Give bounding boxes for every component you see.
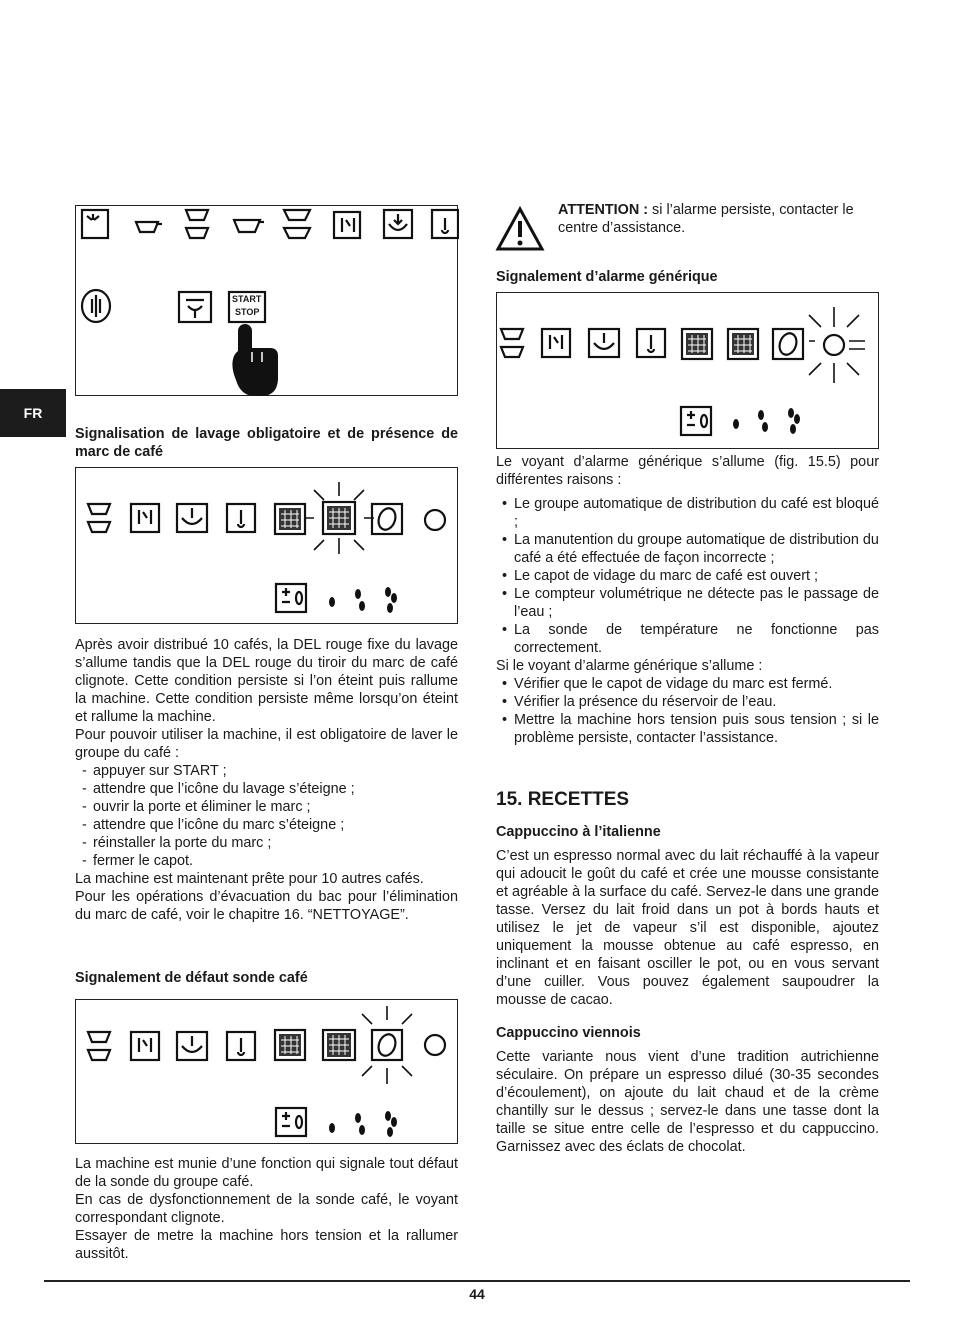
list-item: • Le groupe automatique de distribution du café est bloqué ; — [496, 495, 879, 531]
double-cup-icon — [501, 329, 523, 357]
attention-note — [558, 201, 878, 237]
subheading-cappuccino-viennese: Cappuccino viennois — [496, 1025, 641, 1041]
generic-alarm-figure — [496, 292, 879, 449]
para-to-use: Pour pouvoir utiliser la machine, il est obligatoire de laver le groupe du café : — [75, 727, 458, 761]
list-item: • Le capot de vidage du marc de café est ouvert ; — [496, 567, 879, 585]
heading-probe-fault: Signalement de défaut sonde café — [75, 970, 308, 986]
temperature-icon — [227, 1032, 255, 1060]
list-item: • Mettre la machine hors tension puis sous tension ; si le problème persiste, contacter l’assistance. — [496, 711, 879, 747]
wash-icon — [589, 329, 619, 357]
probe-body-text — [75, 1155, 458, 1263]
list-item: - attendre que l’icône du marc s’éteigne ; — [75, 816, 458, 834]
para-cappuccino-italian: C’est un espresso normal avec du lait réchauffé à la vapeur qui adoucit le goût du café et crée une mousse consistante et agréable à la surface du café. Servez-le dans une grande tasse. Versez du lait froid dans un pot à bords hauts et utilisez le jet de vapeur s’il est disponible, ajoutez uniquement la mousse obtenue au café espresso, en inclinant et en faisant osciller le pot, ou en vous servant d’une cuiller. Vous pouvez également saupoudrer la mousse de cacao. — [496, 848, 879, 1008]
para-cleaning-ref: Pour les opérations d’évacuation du bac pour l’élimination du marc de café, voir le chapitre 16. “NETTOYAGE”. — [75, 889, 458, 923]
alarm-led-icon — [425, 510, 445, 530]
generic-alarm-drawing — [497, 293, 880, 450]
double-large-cup-icon — [284, 210, 310, 238]
attention-label: ATTENTION : — [558, 202, 649, 218]
language-tab — [0, 389, 66, 437]
strength-control-icon — [681, 407, 711, 435]
heading-wash-required: Signalisation de lavage obligatoire et de présence de marc de café — [75, 426, 458, 460]
wash-alarm-drawing — [76, 468, 459, 625]
double-cup-icon — [88, 504, 110, 532]
blink-rays-icon — [362, 1006, 412, 1084]
left-body-text — [75, 636, 458, 924]
right-body-text — [496, 453, 879, 747]
list-item: • La manutention du groupe automatique de distribution du café a été effectuée de façon incorrecte ; — [496, 531, 879, 567]
grounds-icon — [131, 504, 159, 532]
section-title-recipes: 15. RECETTES — [496, 789, 630, 810]
strength-control-icon — [276, 584, 306, 612]
list-item: - réinstaller la porte du marc ; — [75, 834, 458, 852]
footer-rule — [44, 1280, 910, 1282]
strength-control-icon — [276, 1108, 306, 1136]
alarm-checks-list — [496, 675, 879, 747]
power-button-icon — [82, 290, 110, 322]
blink-rays-icon — [809, 307, 865, 383]
list-item: - ouvrir la porte et éliminer le marc ; — [75, 798, 458, 816]
list-item: - fermer le capot. — [75, 852, 458, 870]
grounds-icon — [131, 1032, 159, 1060]
double-cup-icon — [186, 210, 208, 238]
rinse-button-icon — [179, 292, 211, 322]
start-label: START — [232, 294, 262, 304]
bean-icon — [773, 329, 803, 359]
para-alarm: Le voyant d’alarme générique s’allume (fig. 15.5) pour différentes raisons : — [496, 454, 879, 488]
control-panel-figure — [75, 205, 458, 396]
single-cup-icon — [136, 222, 162, 232]
wash-icon — [384, 210, 412, 238]
para-probe-3: Essayer de metre la machine hors tension et la rallumer aussitôt. — [75, 1228, 458, 1262]
temperature-icon — [432, 210, 458, 238]
probe-fault-figure — [75, 999, 458, 1144]
para-cappuccino-viennese: Cette variante nous vient d’une tradition autrichienne séculaire. On prépare un espresso dilué (30-35 secondes d’écoulement), on ajoute du lait chaud et de la crème chantilly sur le dessus ; servez-le dans une tasse dont la taille se situe entre celle de l’espresso et du cappuccino. Garnissez avec des éclats de chocolat. — [496, 1049, 879, 1155]
bean-icon — [372, 1030, 402, 1060]
list-item: • La sonde de température ne fonctionne pas correctement. — [496, 621, 879, 657]
probe-fault-drawing — [76, 1000, 459, 1145]
alarm-reasons-list — [496, 495, 879, 657]
temperature-icon — [637, 329, 665, 357]
grounds-icon — [334, 212, 360, 238]
large-cup-icon — [234, 220, 264, 232]
language-tab-label: FR — [23, 405, 43, 421]
subheading-cappuccino-italian: Cappuccino à l’italienne — [496, 824, 661, 840]
stop-label: STOP — [235, 307, 260, 317]
bean-icon — [372, 504, 402, 534]
list-item: • Vérifier que le capot de vidage du marc est fermé. — [496, 675, 879, 693]
para-if-alarm: Si le voyant d’alarme générique s’allume : — [496, 658, 763, 674]
para-probe-2: En cas de dysfonctionnement de la sonde café, le voyant correspondant clignote. — [75, 1192, 458, 1226]
alarm-led-icon — [824, 335, 844, 355]
list-item: • Le compteur volumétrique ne détecte pas le passage de l’eau ; — [496, 585, 879, 621]
para-ready: La machine est maintenant prête pour 10 autres cafés. — [75, 871, 424, 887]
list-item: - attendre que l’icône du lavage s’éteigne ; — [75, 780, 458, 798]
attention-text: si l’alarme persiste, contacter le centre d’assistance. — [558, 202, 854, 236]
list-item: - appuyer sur START ; — [75, 762, 458, 780]
heading-generic-alarm: Signalement d’alarme générique — [496, 269, 718, 285]
wash-alarm-figure — [75, 467, 458, 624]
grounds-icon — [542, 329, 570, 357]
wash-steps-list — [75, 762, 458, 870]
warning-triangle-icon — [495, 206, 545, 252]
control-panel-drawing — [76, 206, 459, 397]
steam-panel-icon — [82, 210, 108, 238]
double-cup-icon — [88, 1032, 110, 1060]
para-probe-1: La machine est munie d’une fonction qui signale tout défaut de la sonde du groupe café. — [75, 1156, 458, 1190]
page-number: 44 — [469, 1286, 485, 1302]
temperature-icon — [227, 504, 255, 532]
wash-icon — [177, 1032, 207, 1060]
hand-pointer-icon — [232, 324, 278, 396]
para-after-10-coffees: Après avoir distribué 10 cafés, la DEL rouge fixe du lavage s’allume tandis que la DEL rouge du tiroir du marc de café clignote. Cette condition persiste si l’on éteint puis rallume la machine. Cette condition persiste même lorsqu’on éteint et rallume la machine. — [75, 637, 458, 725]
alarm-led-icon — [425, 1035, 445, 1055]
wash-icon — [177, 504, 207, 532]
list-item: • Vérifier la présence du réservoir de l’eau. — [496, 693, 879, 711]
